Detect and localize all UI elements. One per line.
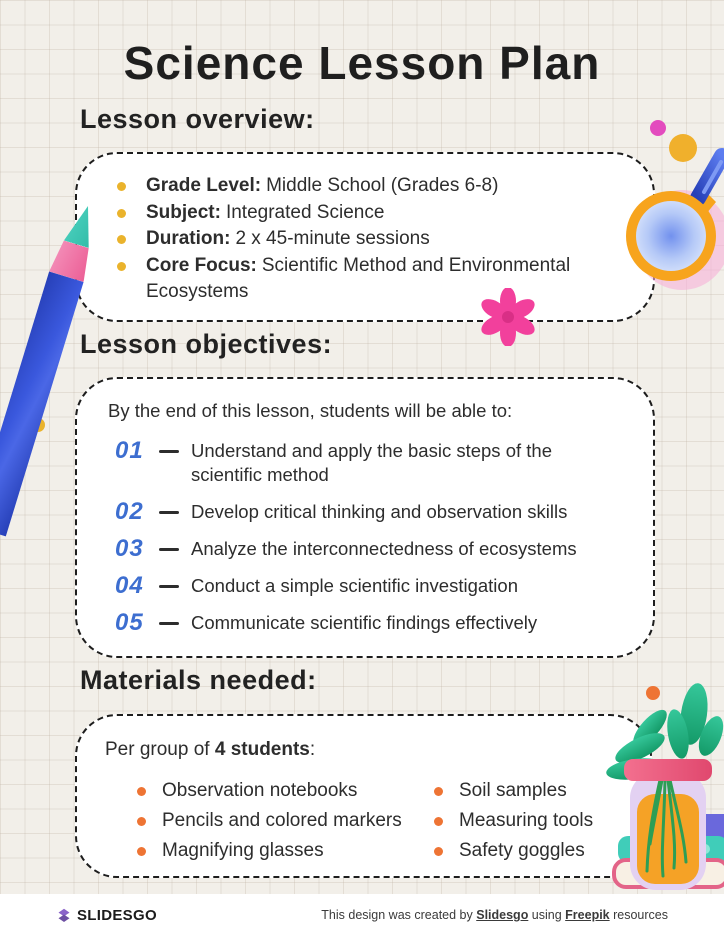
bullet-dot-icon	[117, 262, 126, 271]
flower-illustration	[478, 288, 538, 346]
objectives-heading: Lesson objectives:	[80, 329, 333, 359]
credit-text: This design was created by Slidesgo using Freepik resources	[321, 908, 668, 922]
list-item: Safety goggles	[434, 836, 630, 866]
dash-icon	[159, 548, 179, 551]
objective-item	[103, 611, 629, 635]
bullet-dot-icon	[137, 847, 146, 856]
item-label: Duration:	[146, 228, 231, 249]
item-label: Grade Level:	[146, 175, 262, 196]
magnifying-glass-illustration	[608, 138, 724, 303]
objective-number: 02	[115, 498, 144, 525]
materials-right-column	[434, 776, 630, 866]
slidesgo-link[interactable]: Slidesgo	[476, 908, 529, 922]
plant-in-jar-illustration	[604, 676, 724, 893]
list-item: Magnifying glasses	[137, 836, 434, 866]
jar-icon	[624, 759, 712, 890]
pink-dot	[650, 120, 666, 136]
objective-text: Analyze the interconnectedness of ecosystems	[191, 538, 577, 559]
objective-text: Develop critical thinking and observation skills	[191, 501, 568, 522]
item-label: Core Focus:	[146, 254, 257, 276]
objective-text: Understand and apply the basic steps of the scientific method	[191, 440, 552, 485]
bullet-dot-icon	[117, 182, 126, 191]
materials-columns	[137, 776, 630, 866]
objective-item	[103, 574, 629, 598]
bullet-dot-icon	[117, 209, 126, 218]
materials-intro-bold: 4 students	[214, 739, 310, 760]
slidesgo-icon	[56, 907, 72, 924]
dash-icon	[159, 450, 179, 453]
materials-heading: Materials needed:	[80, 665, 317, 695]
page-title: Science Lesson Plan	[123, 37, 601, 89]
slidesgo-brand-text: SLIDESGO	[77, 906, 157, 924]
objective-number: 03	[115, 535, 144, 562]
overview-heading: Lesson overview:	[80, 104, 315, 134]
list-item	[117, 253, 627, 306]
pencil-body-icon	[0, 272, 84, 537]
dash-icon	[159, 511, 179, 514]
objective-item	[103, 537, 629, 561]
materials-left-column	[137, 776, 434, 866]
list-item	[117, 200, 627, 227]
list-item: Soil samples	[434, 776, 630, 806]
item-value: Scientific Method and Environmental Ecosystems	[146, 254, 571, 302]
list-item: Measuring tools	[434, 806, 630, 836]
bullet-dot-icon	[434, 817, 443, 826]
objective-item	[103, 500, 629, 524]
objective-text: Communicate scientific findings effectively	[191, 612, 538, 633]
item-label: Subject:	[146, 201, 221, 223]
dash-icon	[159, 585, 179, 588]
materials-card	[75, 714, 652, 878]
objective-item	[103, 439, 629, 487]
item-value: 2 x 45-minute sessions	[235, 228, 430, 249]
objective-number: 01	[115, 437, 144, 464]
objectives-intro: By the end of this lesson, students will be able to:	[108, 400, 513, 421]
objective-number: 04	[115, 572, 144, 599]
slidesgo-logo	[56, 907, 157, 924]
dash-icon	[159, 622, 179, 625]
list-item: Observation notebooks	[137, 776, 434, 806]
materials-intro: Per group of 4 students:	[105, 739, 316, 760]
objective-number: 05	[115, 609, 144, 636]
bullet-dot-icon	[137, 817, 146, 826]
item-value: Integrated Science	[225, 201, 385, 223]
bullet-dot-icon	[117, 235, 126, 244]
footer	[0, 894, 724, 936]
objective-text: Conduct a simple scientific investigation	[191, 575, 518, 596]
objectives-card	[75, 377, 655, 658]
freepik-link[interactable]: Freepik	[565, 908, 610, 922]
bullet-dot-icon	[434, 847, 443, 856]
overview-card	[75, 152, 655, 322]
list-item: Pencils and colored markers	[137, 806, 434, 836]
bullet-dot-icon	[434, 787, 443, 796]
list-item	[117, 173, 627, 200]
item-value: Middle School (Grades 6-8)	[266, 175, 499, 196]
list-item	[117, 226, 627, 253]
bullet-dot-icon	[137, 787, 146, 796]
